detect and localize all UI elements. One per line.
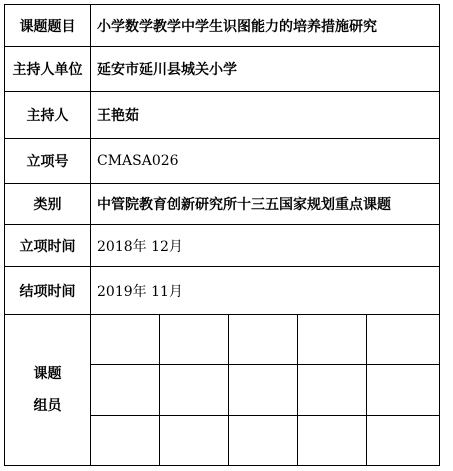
- member-cell: [367, 365, 440, 415]
- value-category: 中管院教育创新研究所十三五国家规划重点课题: [91, 184, 440, 225]
- member-cell: [229, 415, 298, 465]
- member-cell: [367, 415, 440, 465]
- row-start-date: [5, 225, 440, 267]
- row-host-person: [5, 92, 440, 138]
- member-cell: [298, 415, 367, 465]
- label-host-person: 主持人: [5, 92, 91, 138]
- member-cell: [91, 365, 160, 415]
- row-host-unit: [5, 47, 440, 92]
- member-cell: [229, 314, 298, 364]
- label-team-members-line2: 组员: [33, 397, 62, 414]
- member-row: [5, 314, 440, 364]
- value-end-date: 2019年 11月: [91, 267, 440, 314]
- row-project-title: [5, 5, 440, 47]
- value-start-date: 2018年 12月: [91, 225, 440, 267]
- label-project-number: 立项号: [5, 138, 91, 183]
- label-team-members-line1: 课题: [33, 365, 62, 382]
- label-team-members: [5, 314, 91, 465]
- label-start-date: 立项时间: [5, 225, 91, 267]
- member-cell: [229, 365, 298, 415]
- member-cell: [367, 314, 440, 364]
- value-project-number: CMASA026: [91, 138, 440, 183]
- member-cell: [298, 365, 367, 415]
- member-cell: [91, 415, 160, 465]
- label-end-date: 结项时间: [5, 267, 91, 314]
- row-category: [5, 184, 440, 225]
- row-project-number: [5, 138, 440, 183]
- label-project-title: 课题题目: [5, 5, 91, 47]
- value-host-person: 王艳茹: [91, 92, 440, 138]
- member-cell: [91, 314, 160, 364]
- label-category: 类别: [5, 184, 91, 225]
- member-cell: [160, 415, 229, 465]
- member-cell: [298, 314, 367, 364]
- row-end-date: [5, 267, 440, 314]
- label-host-unit: 主持人单位: [5, 47, 91, 92]
- member-cell: [160, 314, 229, 364]
- value-host-unit: 延安市延川县城关小学: [91, 47, 440, 92]
- member-cell: [160, 365, 229, 415]
- value-project-title: 小学数学教学中学生识图能力的培养措施研究: [91, 5, 440, 47]
- project-info-table: [4, 4, 440, 466]
